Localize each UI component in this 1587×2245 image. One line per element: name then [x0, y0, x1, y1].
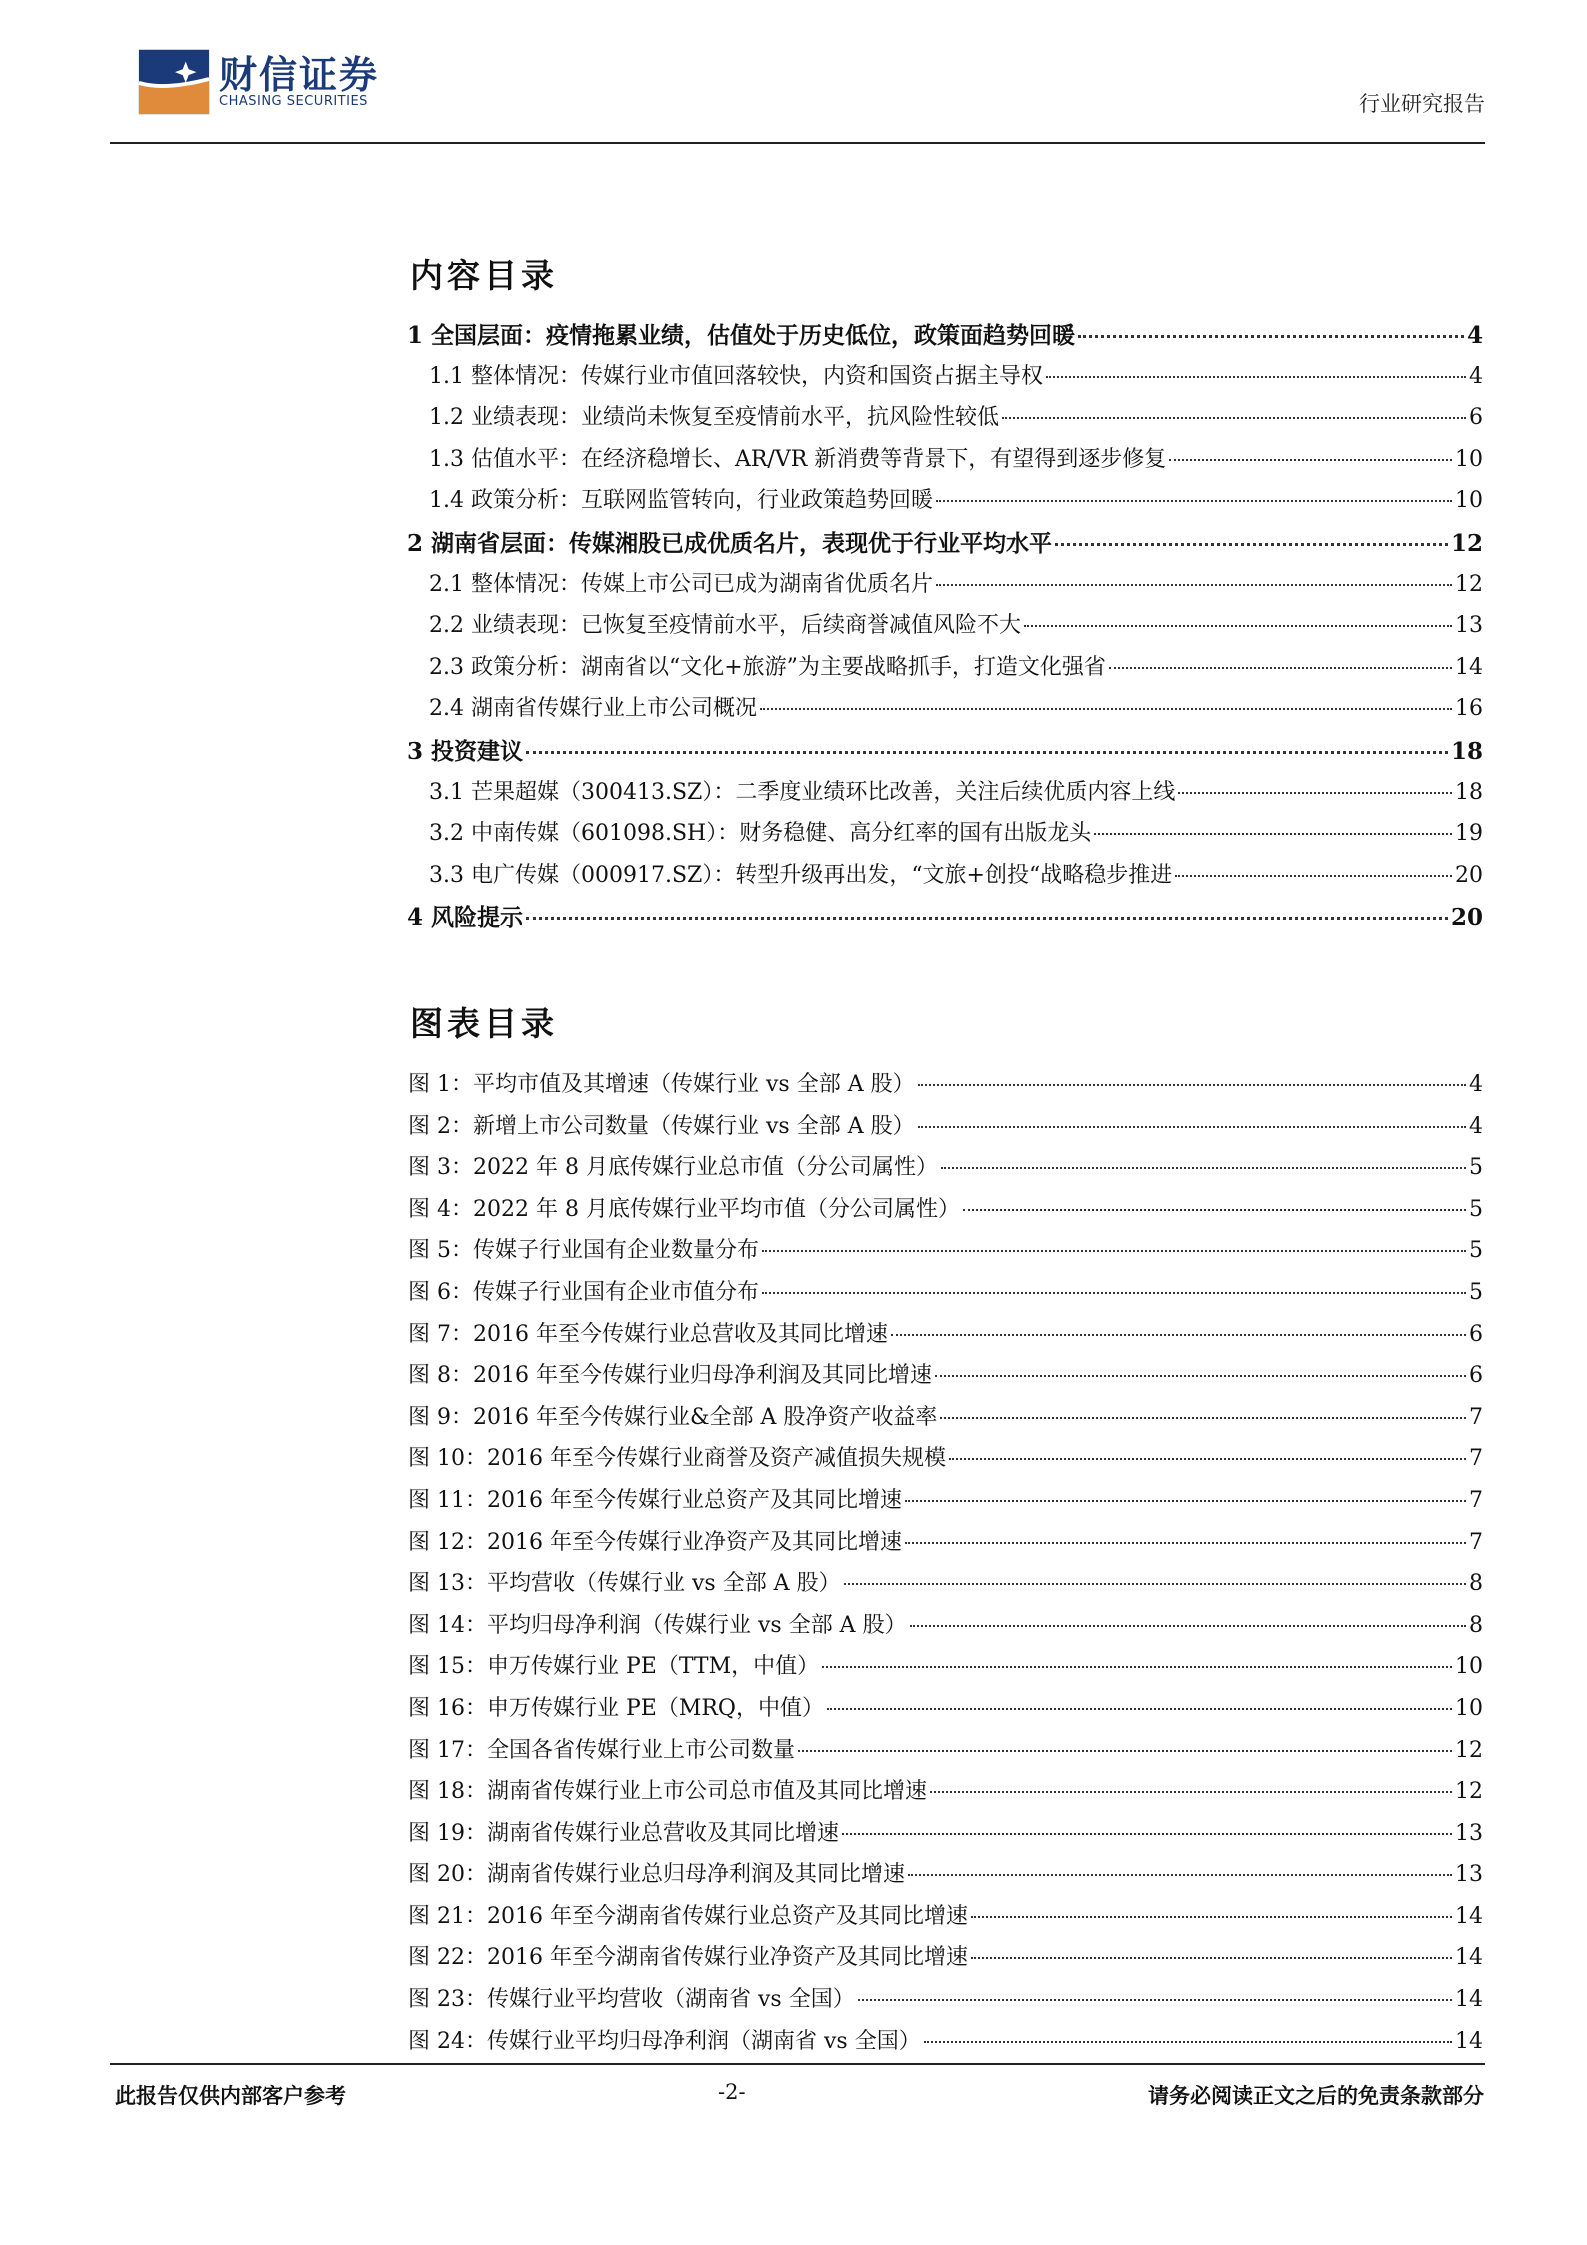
- figure-leader-dots: [971, 1957, 1452, 1959]
- figure-entry-label: 图 7：2016 年至今传媒行业总营收及其同比增速: [408, 1321, 888, 1347]
- figure-leader-dots: [940, 1417, 1466, 1419]
- chasing-securities-logo-icon: [135, 40, 213, 118]
- toc-entry-page: 4: [1466, 322, 1483, 349]
- toc-entry[interactable]: [407, 691, 1483, 733]
- figure-entry-page: 14: [1455, 1987, 1483, 2013]
- toc-entry-page: 10: [1455, 446, 1483, 472]
- figure-entry[interactable]: [408, 1067, 1483, 1109]
- toc-leader-dots: [1109, 667, 1452, 669]
- figure-entry[interactable]: [408, 1774, 1483, 1816]
- toc-entry[interactable]: [407, 650, 1483, 692]
- figure-entry-page: 14: [1455, 1945, 1483, 1971]
- toc-entry-label: 3 投资建议: [407, 737, 524, 765]
- figure-entry[interactable]: [408, 1733, 1483, 1775]
- figure-entry-page: 5: [1469, 1196, 1483, 1222]
- toc-entry-label: 1.2 业绩表现：业绩尚未恢复至疫情前水平，抗风险性较低: [429, 405, 999, 431]
- figure-entry-page: 12: [1455, 1779, 1483, 1805]
- figure-entry-page: 4: [1469, 1072, 1483, 1097]
- figure-entry-label: 图 17：全国各省传媒行业上市公司数量: [408, 1737, 795, 1763]
- figure-entry-label: 图 2：新增上市公司数量（传媒行业 vs 全部 A 股）: [408, 1113, 915, 1139]
- figure-entry-page: 5: [1469, 1279, 1483, 1305]
- toc-leader-dots: [760, 708, 1452, 710]
- figure-entry-page: 13: [1455, 1862, 1483, 1888]
- toc-entry[interactable]: [407, 567, 1483, 609]
- logo-chinese-name: 财信证券: [219, 53, 380, 97]
- figure-leader-dots: [762, 1250, 1466, 1252]
- figure-entry-page: 8: [1469, 1571, 1483, 1597]
- toc-entry-label: 2.4 湖南省传媒行业上市公司概况: [429, 696, 757, 722]
- toc-leader-dots: [936, 500, 1452, 502]
- figure-entry-page: 7: [1469, 1529, 1483, 1555]
- figure-entry-page: 12: [1455, 1737, 1483, 1763]
- toc-entry[interactable]: [407, 816, 1483, 858]
- figure-entry[interactable]: [408, 1192, 1483, 1234]
- figure-entry[interactable]: [408, 1691, 1483, 1733]
- toc-entry-page: 14: [1455, 654, 1483, 680]
- figure-entry-label: 图 21：2016 年至今湖南省传媒行业总资产及其同比增速: [408, 1903, 968, 1929]
- figure-entry-label: 图 19：湖南省传媒行业总营收及其同比增速: [408, 1820, 839, 1846]
- figure-entry[interactable]: [408, 1608, 1483, 1650]
- figure-entry[interactable]: [408, 1816, 1483, 1858]
- company-logo: [135, 36, 405, 126]
- toc-leader-dots: [1078, 335, 1464, 338]
- report-type-label: 行业研究报告: [1359, 92, 1485, 116]
- list-of-figures: [408, 1067, 1483, 2065]
- figure-entry[interactable]: [408, 2024, 1483, 2066]
- toc-leader-dots: [1178, 792, 1452, 794]
- figure-leader-dots: [822, 1666, 1452, 1668]
- figure-entry[interactable]: [408, 1649, 1483, 1691]
- figure-entry-label: 图 5：传媒子行业国有企业数量分布: [408, 1238, 759, 1264]
- figure-leader-dots: [762, 1292, 1466, 1294]
- toc-entry-page: 18: [1455, 779, 1483, 805]
- figure-entry-page: 14: [1455, 2028, 1483, 2054]
- figure-entry-label: 图 16：申万传媒行业 PE（MRQ，中值）: [408, 1695, 824, 1721]
- table-of-contents: [407, 317, 1483, 941]
- toc-entry-page: 12: [1455, 571, 1483, 597]
- toc-entry-page: 4: [1469, 363, 1483, 389]
- toc-entry-page: 20: [1455, 862, 1483, 888]
- toc-entry[interactable]: [407, 442, 1483, 484]
- figure-entry[interactable]: [408, 1275, 1483, 1317]
- figure-entry-label: 图 24：传媒行业平均归母净利润（湖南省 vs 全国）: [408, 2028, 921, 2054]
- figure-entry-page: 13: [1455, 1820, 1483, 1846]
- figure-entry-label: 图 12：2016 年至今传媒行业净资产及其同比增速: [408, 1529, 902, 1555]
- figure-entry[interactable]: [408, 1317, 1483, 1359]
- toc-entry-page: 10: [1455, 488, 1483, 514]
- figure-leader-dots: [941, 1167, 1466, 1169]
- figure-leader-dots: [842, 1833, 1452, 1835]
- figure-entry-label: 图 13：平均营收（传媒行业 vs 全部 A 股）: [408, 1571, 841, 1597]
- figure-leader-dots: [858, 1999, 1452, 2001]
- figure-entry-label: 图 10：2016 年至今传媒行业商誉及资产减值损失规模: [408, 1446, 946, 1472]
- toc-entry-label: 2.3 政策分析：湖南省以“文化+旅游”为主要战略抓手，打造文化强省: [429, 654, 1106, 680]
- figure-leader-dots: [924, 2041, 1452, 2043]
- toc-leader-dots: [936, 584, 1452, 586]
- figure-leader-dots: [908, 1874, 1452, 1876]
- toc-entry-label: 2.1 整体情况：传媒上市公司已成为湖南省优质名片: [429, 571, 933, 597]
- toc-entry-page: 19: [1455, 821, 1483, 847]
- figure-leader-dots: [949, 1458, 1466, 1460]
- figure-leader-dots: [891, 1334, 1466, 1336]
- figure-entry-page: 8: [1469, 1612, 1483, 1638]
- toc-entry[interactable]: [407, 359, 1483, 401]
- toc-leader-dots: [1094, 833, 1452, 835]
- figure-entry[interactable]: [408, 1982, 1483, 2024]
- figure-entry[interactable]: [408, 1233, 1483, 1275]
- toc-leader-dots: [1046, 376, 1466, 378]
- figure-leader-dots: [971, 1916, 1452, 1918]
- header-divider: [110, 142, 1485, 144]
- toc-entry-page: 6: [1469, 405, 1483, 431]
- toc-entry-page: 18: [1450, 737, 1483, 765]
- figure-leader-dots: [827, 1708, 1452, 1710]
- figure-entry-label: 图 23：传媒行业平均营收（湖南省 vs 全国）: [408, 1987, 855, 2013]
- figure-entry-label: 图 3：2022 年 8 月底传媒行业总市值（分公司属性）: [408, 1155, 938, 1181]
- figure-entry-page: 6: [1469, 1363, 1483, 1389]
- figure-leader-dots: [905, 1500, 1466, 1502]
- toc-leader-dots: [526, 917, 1448, 920]
- toc-entry-label: 1.4 政策分析：互联网监管转向，行业政策趋势回暖: [429, 488, 933, 514]
- figure-entry[interactable]: [408, 1899, 1483, 1941]
- toc-entry[interactable]: [407, 400, 1483, 442]
- figure-entry-page: 4: [1469, 1113, 1483, 1139]
- figure-entry-page: 5: [1469, 1155, 1483, 1181]
- toc-entry[interactable]: [407, 317, 1483, 359]
- figure-entry[interactable]: [408, 1109, 1483, 1151]
- figure-entry-label: 图 14：平均归母净利润（传媒行业 vs 全部 A 股）: [408, 1612, 907, 1638]
- toc-leader-dots: [526, 751, 1448, 754]
- figure-list-title: 图表目录: [410, 1004, 558, 1043]
- figure-entry-page: 7: [1469, 1487, 1483, 1513]
- figure-entry-label: 图 1：平均市值及其增速（传媒行业 vs 全部 A 股）: [408, 1072, 915, 1097]
- toc-entry-label: 4 风险提示: [407, 904, 524, 932]
- toc-title: 内容目录: [410, 256, 558, 295]
- figure-entry-label: 图 8：2016 年至今传媒行业归母净利润及其同比增速: [408, 1363, 932, 1389]
- figure-entry-label: 图 9：2016 年至今传媒行业&全部 A 股净资产收益率: [408, 1404, 938, 1430]
- figure-entry-page: 5: [1469, 1238, 1483, 1264]
- toc-entry-page: 12: [1450, 529, 1483, 557]
- figure-leader-dots: [798, 1750, 1452, 1752]
- figure-entry[interactable]: [408, 1483, 1483, 1525]
- figure-entry[interactable]: [408, 1441, 1483, 1483]
- toc-entry[interactable]: [407, 733, 1483, 775]
- figure-leader-dots: [844, 1583, 1466, 1585]
- figure-entry[interactable]: [408, 1358, 1483, 1400]
- toc-entry-label: 3.1 芒果超媒（300413.SZ）：二季度业绩环比改善，关注后续优质内容上线: [429, 779, 1176, 805]
- figure-entry-page: 6: [1469, 1321, 1483, 1347]
- figure-entry[interactable]: [408, 1525, 1483, 1567]
- toc-entry-label: 3.2 中南传媒（601098.SH）：财务稳健、高分红率的国有出版龙头: [429, 821, 1092, 847]
- figure-entry-label: 图 6：传媒子行业国有企业市值分布: [408, 1279, 759, 1305]
- figure-leader-dots: [918, 1126, 1466, 1128]
- figure-leader-dots: [905, 1542, 1466, 1544]
- toc-leader-dots: [1169, 459, 1452, 461]
- toc-entry-label: 2.2 业绩表现：已恢复至疫情前水平，后续商誉减值风险不大: [429, 613, 1021, 639]
- figure-leader-dots: [930, 1791, 1452, 1793]
- footer-divider: [110, 2063, 1485, 2065]
- toc-leader-dots: [1024, 625, 1452, 627]
- toc-entry-page: 16: [1455, 696, 1483, 722]
- figure-entry-page: 14: [1455, 1903, 1483, 1929]
- figure-entry[interactable]: [408, 1566, 1483, 1608]
- figure-entry-label: 图 22：2016 年至今湖南省传媒行业净资产及其同比增速: [408, 1945, 968, 1971]
- figure-leader-dots: [935, 1375, 1466, 1377]
- toc-entry[interactable]: [407, 525, 1483, 567]
- logo-english-name: CHASING SECURITIES: [219, 94, 368, 109]
- figure-entry[interactable]: [408, 1940, 1483, 1982]
- footer-disclaimer-left: 此报告仅供内部客户参考: [115, 2083, 346, 2108]
- figure-entry[interactable]: [408, 1150, 1483, 1192]
- toc-entry[interactable]: [407, 899, 1483, 941]
- toc-entry[interactable]: [407, 608, 1483, 650]
- figure-leader-dots: [910, 1625, 1466, 1627]
- page-number: -2-: [718, 2080, 746, 2104]
- toc-entry-label: 1.1 整体情况：传媒行业市值回落较快，内资和国资占据主导权: [429, 363, 1043, 389]
- toc-entry-label: 1.3 估值水平：在经济稳增长、AR/VR 新消费等背景下，有望得到逐步修复: [429, 446, 1167, 472]
- figure-entry-label: 图 11：2016 年至今传媒行业总资产及其同比增速: [408, 1487, 902, 1513]
- toc-entry[interactable]: [407, 775, 1483, 817]
- figure-leader-dots: [918, 1084, 1466, 1086]
- figure-entry-label: 图 20：湖南省传媒行业总归母净利润及其同比增速: [408, 1862, 905, 1888]
- figure-entry-label: 图 15：申万传媒行业 PE（TTM，中值）: [408, 1654, 820, 1680]
- toc-entry-page: 13: [1455, 613, 1483, 639]
- page-header: [110, 30, 1485, 145]
- figure-entry[interactable]: [408, 1857, 1483, 1899]
- toc-entry-label: 3.3 电广传媒（000917.SZ）：转型升级再出发，“文旅+创投“战略稳步推进: [429, 862, 1173, 888]
- toc-leader-dots: [1175, 875, 1452, 877]
- figure-entry-page: 7: [1469, 1446, 1483, 1472]
- footer-disclaimer-right: 请务必阅读正文之后的免责条款部分: [1148, 2083, 1484, 2108]
- figure-entry-label: 图 18：湖南省传媒行业上市公司总市值及其同比增速: [408, 1779, 927, 1805]
- toc-entry-page: 20: [1450, 904, 1483, 932]
- toc-leader-dots: [1002, 417, 1466, 419]
- figure-entry-label: 图 4：2022 年 8 月底传媒行业平均市值（分公司属性）: [408, 1196, 960, 1222]
- toc-entry-label: 1 全国层面：疫情拖累业绩，估值处于历史低位，政策面趋势回暖: [407, 322, 1076, 349]
- figure-entry-page: 10: [1455, 1695, 1483, 1721]
- figure-leader-dots: [963, 1209, 1466, 1211]
- figure-entry-page: 7: [1469, 1404, 1483, 1430]
- figure-entry-page: 10: [1455, 1654, 1483, 1680]
- figure-entry[interactable]: [408, 1400, 1483, 1442]
- toc-entry[interactable]: [407, 858, 1483, 900]
- toc-entry-label: 2 湖南省层面：传媒湘股已成优质名片，表现优于行业平均水平: [407, 529, 1053, 557]
- toc-leader-dots: [1055, 543, 1448, 546]
- toc-entry[interactable]: [407, 483, 1483, 525]
